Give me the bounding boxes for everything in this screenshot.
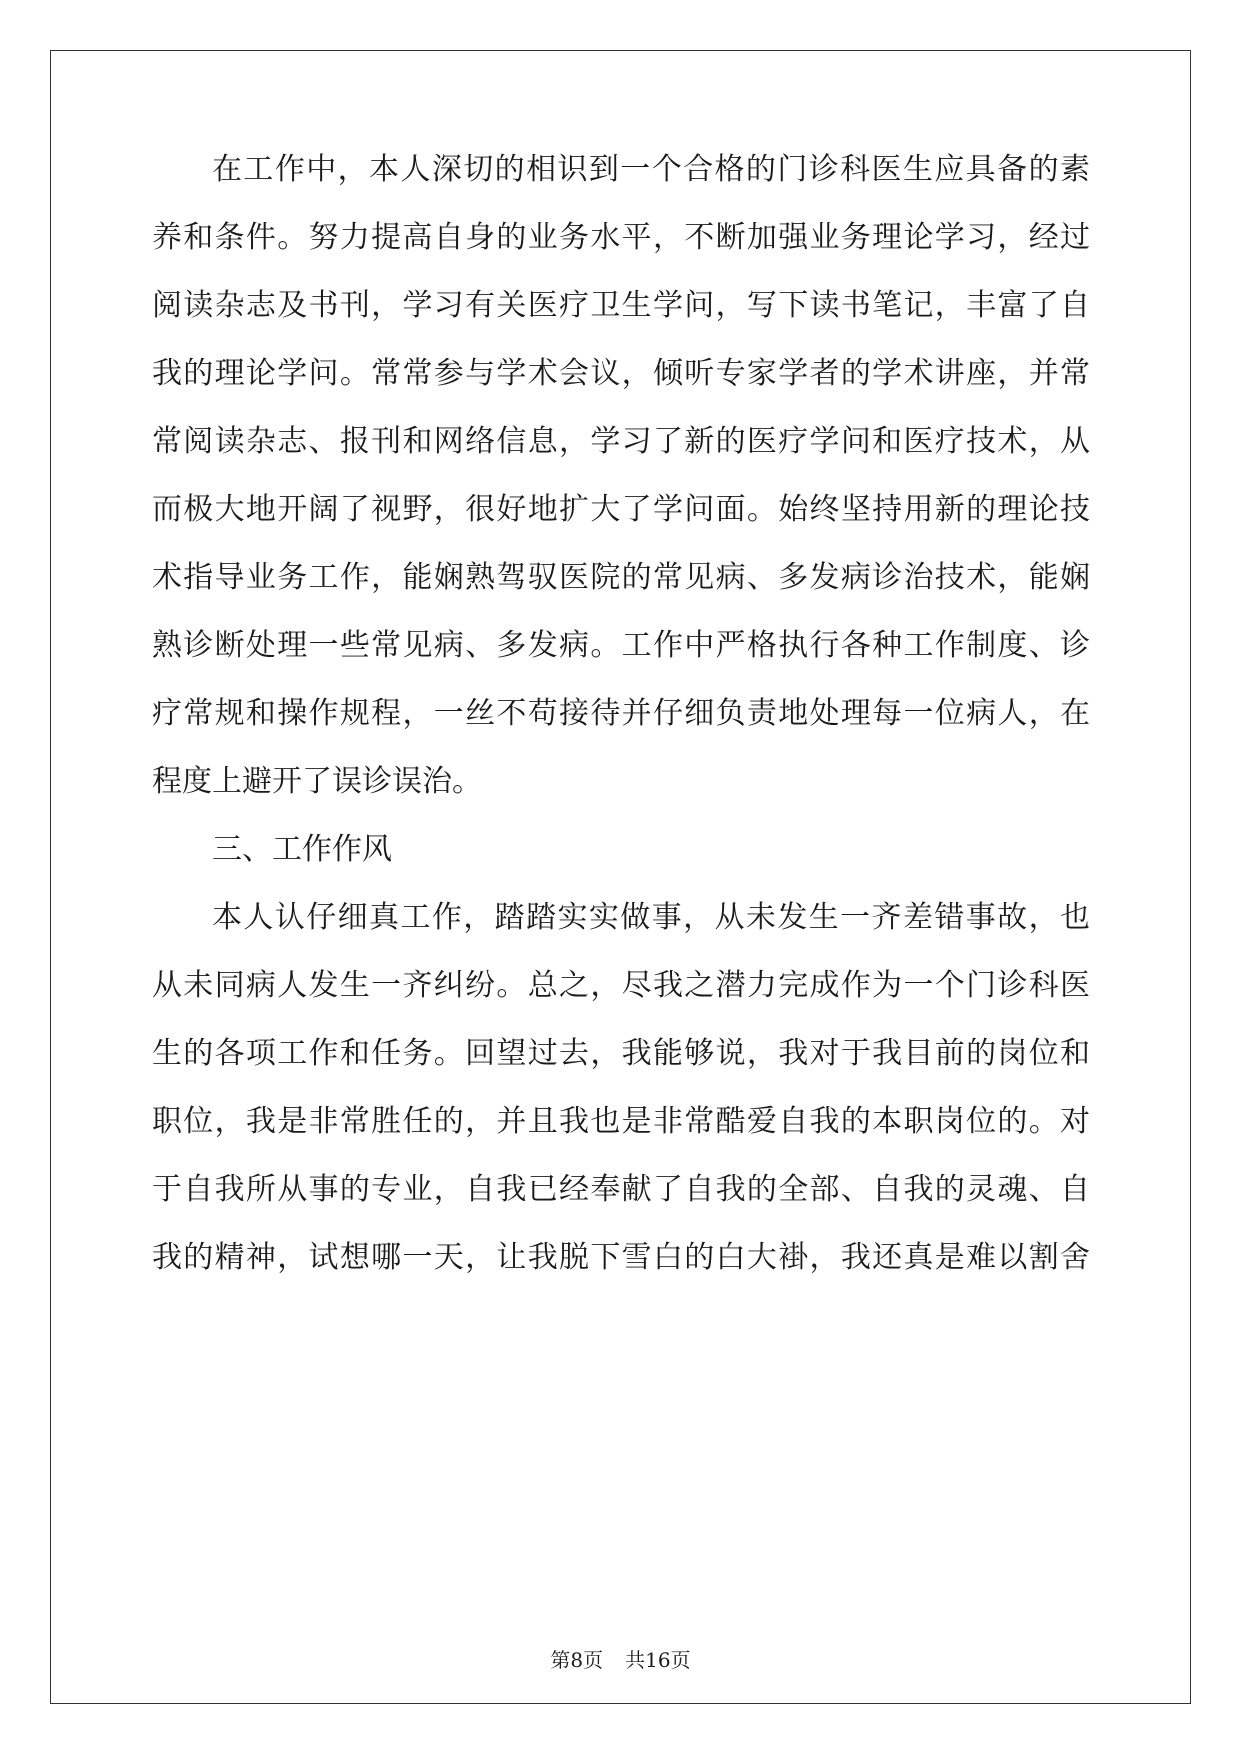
- paragraph-line: 而极大地开阔了视野，很好地扩大了学问面。始终坚持用新的理论技: [152, 492, 1090, 527]
- paragraph-line: 疗常规和操作规程，一丝不苟接待并仔细负责地处理每一位病人，在: [152, 696, 1090, 731]
- paragraph-line: 于自我所从事的专业，自我已经奉献了自我的全部、自我的灵魂、自: [152, 1172, 1090, 1207]
- paragraph-line: 程度上避开了误诊误治。: [152, 764, 482, 799]
- paragraph-line: 本人认仔细真工作，踏踏实实做事，从未发生一齐差错事故，也: [212, 900, 1090, 935]
- page-number: 第8页: [550, 1648, 604, 1672]
- paragraph-line: 从未同病人发生一齐纠纷。总之，尽我之潜力完成作为一个门诊科医: [152, 968, 1090, 1003]
- paragraph-line: 常阅读杂志、报刊和网络信息，学习了新的医疗学问和医疗技术，从: [152, 424, 1090, 459]
- paragraph-line: 阅读杂志及书刊，学习有关医疗卫生学问，写下读书笔记，丰富了自: [152, 288, 1090, 323]
- paragraph-line: 术指导业务工作，能娴熟驾驭医院的常见病、多发病诊治技术，能娴: [152, 560, 1090, 595]
- paragraph-line: 我的精神，试想哪一天，让我脱下雪白的白大褂，我还真是难以割舍: [152, 1240, 1090, 1275]
- page-footer: [0, 1648, 1241, 1672]
- section-heading: 三、工作作风: [212, 832, 392, 867]
- page-total: 共16页: [625, 1648, 691, 1672]
- paragraph-line: 熟诊断处理一些常见病、多发病。工作中严格执行各种工作制度、诊: [152, 628, 1090, 663]
- paragraph-line: 在工作中，本人深切的相识到一个合格的门诊科医生应具备的素: [212, 152, 1090, 187]
- paragraph-line: 生的各项工作和任务。回望过去，我能够说，我对于我目前的岗位和: [152, 1036, 1090, 1071]
- paragraph-line: 职位，我是非常胜任的，并且我也是非常酷爱自我的本职岗位的。对: [152, 1104, 1090, 1139]
- paragraph-line: 我的理论学问。常常参与学术会议，倾听专家学者的学术讲座，并常: [152, 356, 1090, 391]
- paragraph-line: 养和条件。努力提高自身的业务水平，不断加强业务理论学习，经过: [152, 220, 1090, 255]
